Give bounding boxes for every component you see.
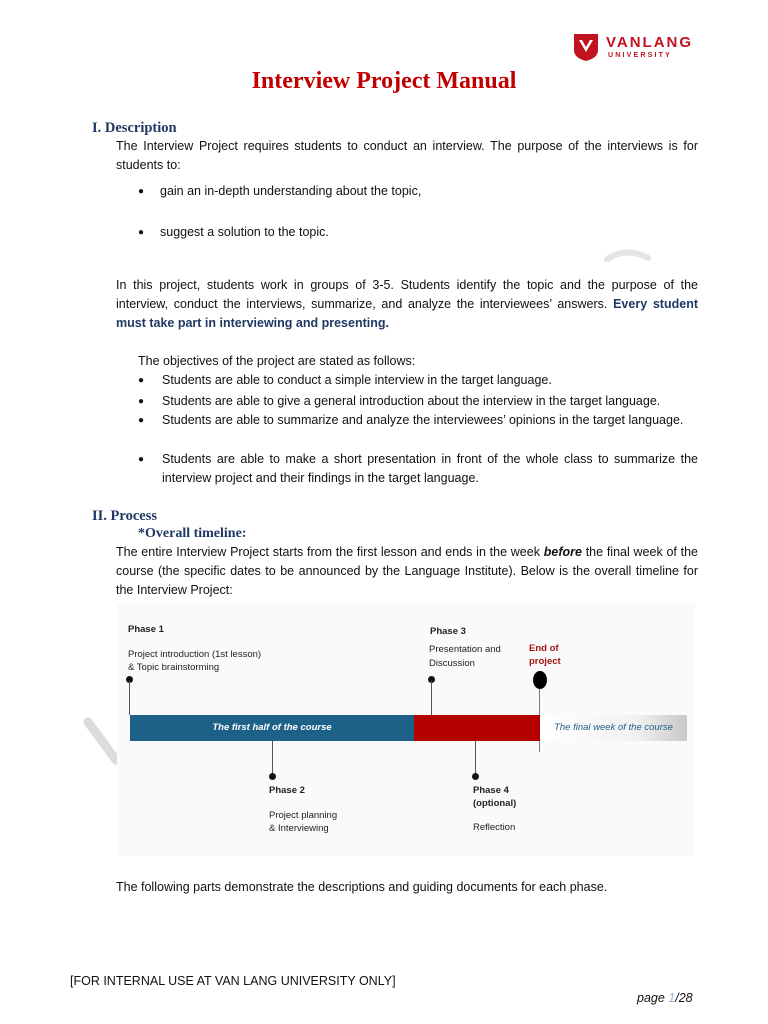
- objective-text: Students are able to give a general introduction about the interview in the target language.: [162, 394, 661, 408]
- bullet-icon: ●: [138, 375, 145, 386]
- page-label: page: [637, 991, 665, 1005]
- logo-subtitle: UNIVERSITY: [608, 52, 673, 59]
- section-heading-description: I. Description: [92, 120, 177, 136]
- logo-name: VANLANG: [606, 34, 694, 51]
- university-logo: [572, 30, 702, 64]
- process-paragraph: [116, 543, 698, 600]
- phase2-desc-line2: & Interviewing: [269, 823, 329, 834]
- phase2-marker: [269, 773, 276, 780]
- timeline-figure: [117, 603, 695, 856]
- end-label-line2: project: [529, 656, 561, 667]
- page-current: 1: [668, 991, 676, 1005]
- groups-text: In this project, students work in groups of 3-5. Students identify the topic and the purpose of the interview, conduct the interviews, summarize, and analyze the interviewees’ answers.: [116, 278, 698, 311]
- bullet-icon: ●: [138, 415, 145, 426]
- phase1-connector: [129, 681, 130, 715]
- list-item: [138, 411, 698, 430]
- phase4-marker: [472, 773, 479, 780]
- watermark-mark: [604, 248, 652, 262]
- timeline-bar-presentation: [414, 715, 540, 741]
- phase1-title: Phase 1: [128, 624, 164, 635]
- objective-text: Students are able to make a short presentation in front of the whole class to summarize the interview project and their findings in the target language.: [162, 452, 698, 485]
- phase2-connector: [272, 741, 273, 775]
- end-label-line1: End of: [529, 643, 559, 654]
- phase2-desc-line1: Project planning: [269, 810, 338, 821]
- phase4-connector: [475, 741, 476, 775]
- page-number: [637, 991, 693, 1005]
- phase4-desc: Reflection: [473, 822, 516, 833]
- objective-text: Students are able to summarize and analyze the interviewees’ opinions in the target language.: [162, 413, 684, 427]
- phase4-optional: (optional): [473, 798, 517, 809]
- phase1-desc-line2: & Topic brainstorming: [128, 662, 220, 673]
- list-item: [138, 371, 698, 390]
- list-item: [138, 450, 698, 488]
- process-text-after: the final week of the course (the specific dates to be announced by the Language Institute). Below is the overall timeline for the Interview Project:: [116, 545, 698, 597]
- phase3-desc-line2: Discussion: [429, 658, 475, 669]
- page-total: /28: [675, 991, 693, 1005]
- phase2-title: Phase 2: [269, 785, 305, 796]
- timeline-bar-final-week: The final week of the course: [540, 715, 687, 741]
- purpose-text: gain an in-depth understanding about the topic,: [160, 184, 422, 198]
- end-marker: [533, 671, 547, 689]
- page-title: Interview Project Manual: [251, 68, 517, 94]
- phase3-connector: [431, 681, 432, 715]
- objective-text: Students are able to conduct a simple interview in the target language.: [162, 373, 552, 387]
- list-item: [138, 392, 698, 411]
- footer-internal-use: [FOR INTERNAL USE AT VAN LANG UNIVERSITY ONLY]: [70, 974, 396, 988]
- bullet-icon: ●: [138, 454, 145, 465]
- description-intro: The Interview Project requires students to conduct an interview. The purpose of the interviews is for students to:: [116, 139, 698, 172]
- objectives-intro: The objectives of the project are stated as follows:: [138, 354, 416, 368]
- closing-paragraph: The following parts demonstrate the descriptions and guiding documents for each phase.: [116, 880, 608, 894]
- phase3-title: Phase 3: [430, 626, 466, 637]
- phase4-title: Phase 4: [473, 785, 509, 796]
- bullet-icon: ●: [138, 227, 145, 238]
- watermark-mark: [82, 716, 122, 766]
- groups-paragraph: [116, 276, 698, 333]
- bullet-icon: ●: [138, 186, 145, 197]
- logo-shield-icon: [572, 32, 600, 62]
- timeline-subheading: *Overall timeline:: [138, 526, 247, 541]
- bullet-icon: ●: [138, 396, 145, 407]
- timeline-bar-first-half: The first half of the course: [130, 715, 414, 741]
- process-emphasis: before: [543, 545, 582, 559]
- phase1-desc-line1: Project introduction (1st lesson): [128, 649, 262, 660]
- process-text-before: The entire Interview Project starts from the first lesson and ends in the week: [116, 545, 540, 559]
- groups-emphasis: Every student must take part in interviewing and presenting.: [116, 297, 698, 330]
- phase3-desc-line1: Presentation and: [429, 644, 501, 655]
- purpose-text: suggest a solution to the topic.: [160, 225, 329, 239]
- section-heading-process: II. Process: [92, 508, 157, 524]
